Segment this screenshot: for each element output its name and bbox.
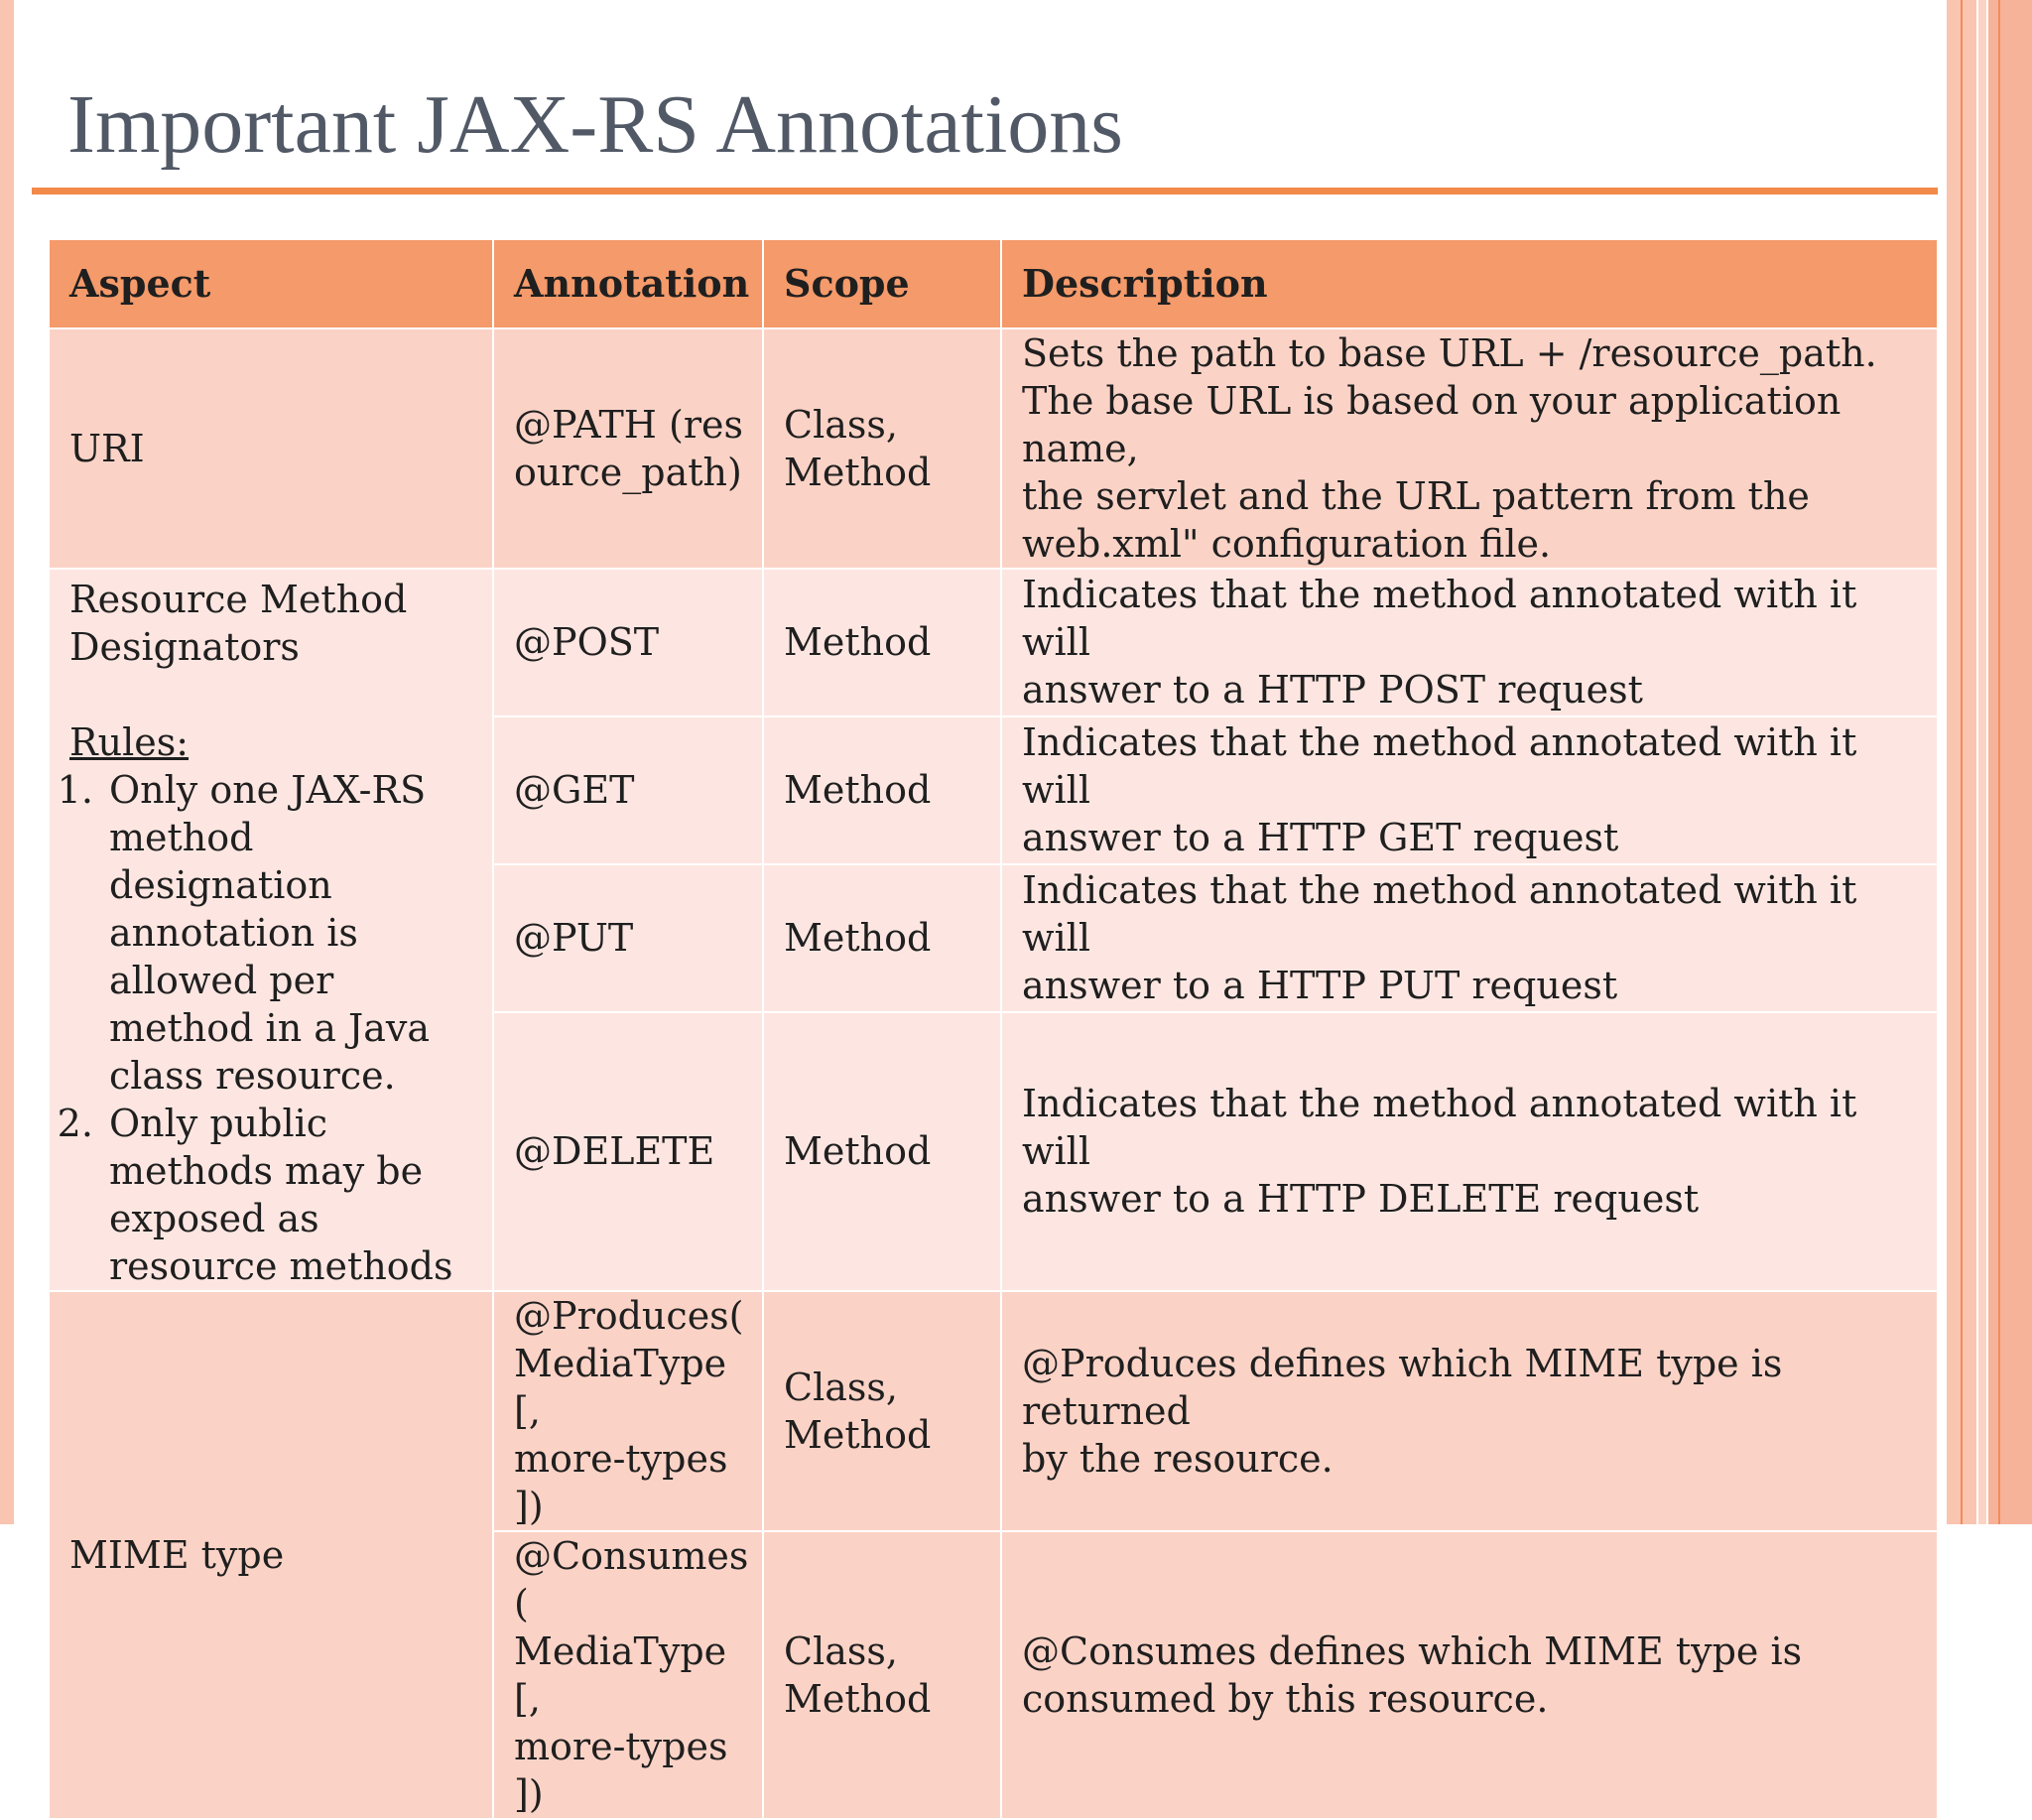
cell-aspect <box>49 328 493 569</box>
cell-scope <box>763 1291 1001 1531</box>
scope-text: Method <box>784 768 932 813</box>
title-underline <box>32 188 1938 195</box>
cell-annotation <box>493 1012 763 1291</box>
description-line: @Produces defines which MIME type is returned <box>1022 1342 1783 1433</box>
cell-scope <box>763 864 1001 1012</box>
description-line: Sets the path to base URL + /resource_path. <box>1022 331 1877 375</box>
header-description: Description <box>1001 239 1938 328</box>
table-header-row <box>49 239 1938 328</box>
cell-scope <box>763 1531 1001 1819</box>
cell-scope <box>763 716 1001 864</box>
rules-list <box>69 766 472 1290</box>
description-line: web.xml" configuration file. <box>1022 522 1552 566</box>
description-line: The base URL is based on your application name, <box>1022 379 1842 470</box>
annotation-text: @POST <box>514 620 660 665</box>
cell-scope <box>763 569 1001 716</box>
cell-annotation <box>493 328 763 569</box>
annotation-text: @PUT <box>514 916 634 961</box>
cell-aspect <box>49 569 493 1291</box>
aspect-text: Resource Method <box>69 578 408 621</box>
rule-item: 2. Only public methods may be exposed as resource methods <box>105 1100 472 1290</box>
annotation-text: @PATH (resource_path) <box>514 403 743 494</box>
annotations-table <box>48 238 1939 1820</box>
scope-text: Class, <box>784 1629 898 1673</box>
table-row <box>49 569 1938 716</box>
scope-text: Class, <box>784 403 898 447</box>
description-line: consumed by this resource. <box>1022 1677 1549 1721</box>
cell-description <box>1001 1531 1938 1819</box>
description-line: answer to a HTTP PUT request <box>1022 964 1618 1008</box>
annotation-text: @Produces( <box>514 1294 744 1338</box>
header-aspect: Aspect <box>49 239 493 328</box>
cell-annotation <box>493 1291 763 1531</box>
scope-text: Method <box>784 451 932 494</box>
description-line: answer to a HTTP DELETE request <box>1022 1177 1700 1222</box>
header-annotation: Annotation <box>493 239 763 328</box>
cell-description <box>1001 864 1938 1012</box>
description-line: Indicates that the method annotated with it will <box>1022 573 1857 665</box>
rule-item: 1. Only one JAX-RS method designation annotation is allowed per method in a Java class resource. <box>105 766 472 1100</box>
scope-text: Method <box>784 1677 932 1721</box>
annotation-text: more-types ]) <box>514 1437 728 1528</box>
annotation-text: more-types ]) <box>514 1725 728 1816</box>
rules-heading: Rules: <box>69 720 190 764</box>
description-line: the servlet and the URL pattern from the <box>1022 474 1810 518</box>
cell-annotation <box>493 569 763 716</box>
annotation-text: @Consumes( <box>514 1534 749 1625</box>
cell-scope <box>763 328 1001 569</box>
description-line: Indicates that the method annotated with it will <box>1022 720 1857 813</box>
slide-right-border-stripe <box>1978 0 1986 1524</box>
cell-description <box>1001 328 1938 569</box>
slide-right-border-line <box>1998 0 2000 1524</box>
cell-description <box>1001 569 1938 716</box>
description-line: by the resource. <box>1022 1437 1334 1481</box>
header-scope: Scope <box>763 239 1001 328</box>
scope-text: Method <box>784 1413 932 1457</box>
scope-text: Method <box>784 916 932 961</box>
cell-description <box>1001 1012 1938 1291</box>
scope-text: Class, <box>784 1365 898 1409</box>
description-line: @Consumes defines which MIME type is <box>1022 1629 1803 1673</box>
table-row <box>49 328 1938 569</box>
cell-aspect <box>49 1291 493 1819</box>
description-line: Indicates that the method annotated with it will <box>1022 1082 1857 1174</box>
annotation-text: MediaType [, <box>514 1629 727 1721</box>
table-row <box>49 1291 1938 1531</box>
description-line: Indicates that the method annotated with it will <box>1022 868 1857 961</box>
cell-description <box>1001 1291 1938 1531</box>
description-line: answer to a HTTP POST request <box>1022 668 1643 713</box>
scope-text: Method <box>784 620 932 665</box>
cell-annotation <box>493 716 763 864</box>
slide-right-border-line <box>1961 0 1963 1524</box>
cell-description <box>1001 716 1938 864</box>
aspect-text: MIME type <box>69 1533 285 1577</box>
aspect-text: Designators <box>69 625 300 669</box>
cell-scope <box>763 1012 1001 1291</box>
slide-right-border-stripe <box>1988 0 2032 1524</box>
annotation-text: MediaType [, <box>514 1342 727 1433</box>
scope-text: Method <box>784 1129 932 1174</box>
slide-title: Important JAX-RS Annotations <box>67 78 1123 171</box>
annotation-text: @DELETE <box>514 1129 715 1174</box>
annotation-text: @GET <box>514 768 635 813</box>
aspect-text: URI <box>69 427 145 470</box>
slide-left-border <box>0 0 14 1524</box>
description-line: answer to a HTTP GET request <box>1022 816 1619 860</box>
cell-annotation <box>493 864 763 1012</box>
cell-annotation <box>493 1531 763 1819</box>
